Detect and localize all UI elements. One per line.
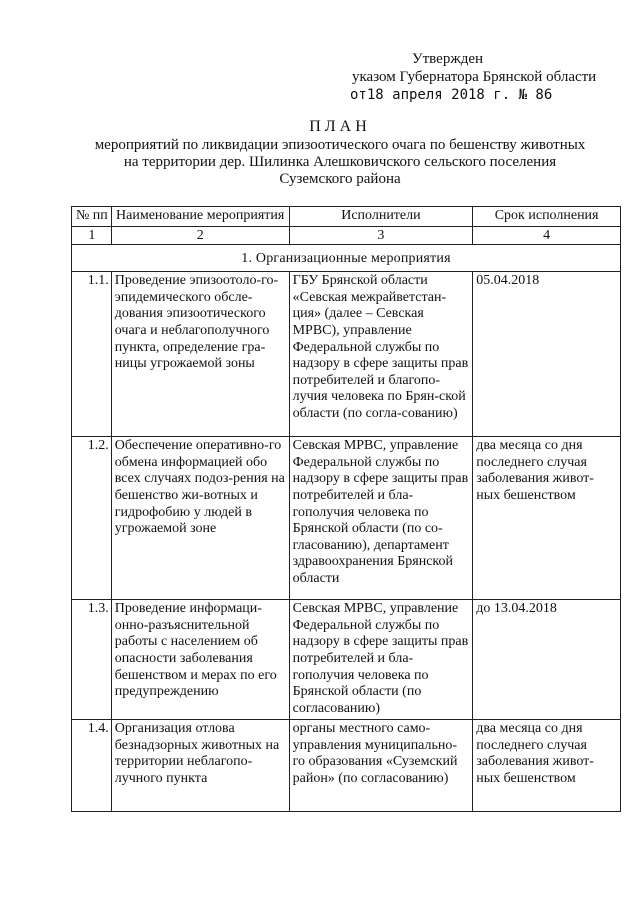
row-executors: Севская МРВС, управление Федеральной службы по надзору в сфере защиты прав потребителей и бла-гополучия человека по Брянской области (по со-гласованию), департамент здравоохранения Брянской области <box>289 437 473 600</box>
section-title: 1. Организационные мероприятия <box>72 244 621 272</box>
row-name: Организация отлова безнадзорных животных на территории неблагопо-лучного пункта <box>111 720 289 812</box>
row-number: 1.4. <box>72 720 112 812</box>
header-executors: Исполнители <box>289 207 473 227</box>
title-line-3: Суземского района <box>279 171 401 187</box>
approval-block <box>300 50 620 104</box>
plan-heading: ПЛАН <box>309 118 371 135</box>
row-number: 1.2. <box>72 437 112 600</box>
row-executors: ГБУ Брянской области «Севская межрайветстан-ция» (далее – Севская МРВС), управление Федеральной службы по надзору в сфере защиты прав потребителей и благопо-лучия человека по Брян-ской области (по согла-сованию) <box>289 272 473 437</box>
section-row <box>72 244 621 272</box>
column-number: 3 <box>289 226 473 244</box>
table-header-row <box>72 207 621 227</box>
row-deadline: до 13.04.2018 <box>473 600 621 720</box>
column-number: 2 <box>111 226 289 244</box>
approval-line-1: Утвержден <box>412 51 484 67</box>
table-row <box>72 437 621 600</box>
table-row <box>72 720 621 812</box>
document-title <box>70 118 610 188</box>
column-number-row <box>72 226 621 244</box>
title-line-1: мероприятий по ликвидации эпизоотического очага по бешенству животных <box>94 137 586 153</box>
header-name: Наименование мероприятия <box>111 207 289 227</box>
row-name: Проведение информаци-онно-разъяснительной работы с населением об опасности заболевания бешенством и мерах по его предупреждению <box>111 600 289 720</box>
header-num: № пп <box>72 207 112 227</box>
row-number: 1.3. <box>72 600 112 720</box>
row-deadline: два месяца со дня последнего случая заболевания живот-ных бешенством <box>473 437 621 600</box>
approval-line-2: указом Губернатора Брянской области <box>352 69 597 85</box>
row-executors: органы местного само-управления муниципально-го образования «Суземский район» (по согласованию) <box>289 720 473 812</box>
column-number: 1 <box>72 226 112 244</box>
table-row <box>72 600 621 720</box>
header-deadline: Срок исполнения <box>473 207 621 227</box>
row-name: Проведение эпизоотоло-го-эпидемического обсле-дования эпизоотического очага и неблагополучного пункта, определение гра-ницы угрожаемой зоны <box>111 272 289 437</box>
row-number: 1.1. <box>72 272 112 437</box>
row-executors: Севская МРВС, управление Федеральной службы по надзору в сфере защиты прав потребителей и бла-гополучия человека по Брянской области (по согласованию) <box>289 600 473 720</box>
approval-line-3: от18 апреля 2018 г. № 86 <box>350 87 553 103</box>
row-deadline: 05.04.2018 <box>473 272 621 437</box>
title-line-2: на территории дер. Шилинка Алешковичского сельского поселения <box>123 154 557 170</box>
row-deadline: два месяца со дня последнего случая заболевания живот-ных бешенством <box>473 720 621 812</box>
row-name: Обеспечение оперативно-го обмена информацией обо всех случаях подоз-рения на бешенство жи-вотных и гидрофобию у людей в угрожаемой зоне <box>111 437 289 600</box>
plan-table <box>71 206 621 812</box>
column-number: 4 <box>473 226 621 244</box>
table-row <box>72 272 621 437</box>
